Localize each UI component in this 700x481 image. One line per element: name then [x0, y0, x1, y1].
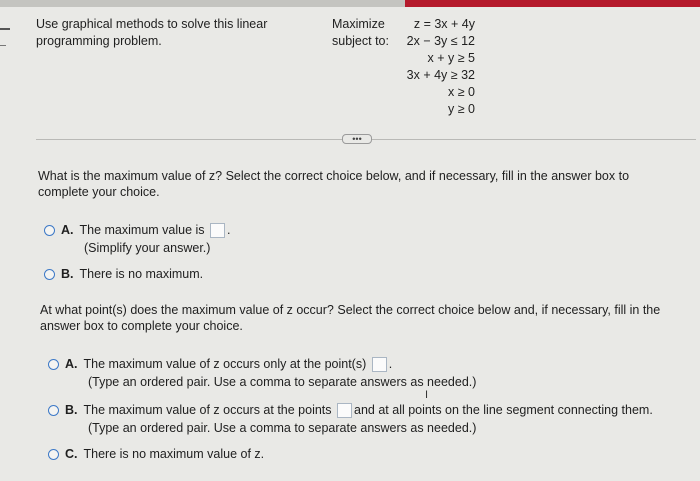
radio-button[interactable] — [48, 359, 59, 370]
choice-letter: A. — [61, 223, 74, 237]
radio-button[interactable] — [44, 269, 55, 280]
radio-button[interactable] — [48, 405, 59, 416]
text-cursor-icon: I — [425, 389, 429, 401]
maximize-label: Maximize — [332, 17, 385, 31]
constraint: y ≥ 0 — [447, 102, 475, 116]
choice-text-after: . — [227, 223, 231, 237]
expand-more-button[interactable]: ••• — [342, 134, 372, 144]
choice-text-after: . — [388, 357, 393, 371]
constraint: 3x + 4y ≥ 32 — [406, 68, 475, 82]
top-bar — [0, 0, 700, 7]
q1-choice-b[interactable] — [44, 266, 203, 282]
question-1-prompt: What is the maximum value of z? Select the correct choice below, and if necessary, fill in the answer box to complete your choice. — [38, 169, 630, 199]
model-labels — [332, 16, 389, 50]
objective-function: z = 3x + 4y — [413, 17, 475, 31]
question-2-prompt: At what point(s) does the maximum value of z occur? Select the correct choice below and, if necessary, fill in the answer box to complete your choice. — [40, 303, 661, 333]
choice-letter: C. — [65, 447, 78, 461]
choice-letter: B. — [61, 267, 74, 281]
constraint: x + y ≥ 5 — [427, 51, 475, 65]
radio-button[interactable] — [44, 225, 55, 236]
q2-choice-b-hint: (Type an ordered pair. Use a comma to separate answers as needed.) — [88, 421, 477, 435]
edge-mark — [0, 45, 6, 46]
choice-text: There is no maximum. — [79, 267, 204, 281]
edge-mark — [0, 28, 10, 30]
choice-letter: B. — [65, 403, 78, 417]
constraint: 2x − 3y ≤ 12 — [406, 34, 475, 48]
model-equations — [405, 16, 475, 118]
answer-input-box[interactable] — [372, 357, 387, 372]
answer-input-box[interactable] — [337, 403, 352, 418]
q2-choice-a[interactable] — [48, 356, 392, 372]
answer-input-box[interactable] — [210, 223, 225, 238]
choice-text: There is no maximum value of z. — [83, 447, 265, 461]
q2-choice-b[interactable] — [48, 402, 653, 418]
q1-choice-a[interactable] — [44, 222, 231, 238]
choice-text-after: and at all points on the line segment connecting them. — [354, 403, 653, 417]
choice-text: The maximum value is — [79, 223, 205, 237]
q1-choice-a-hint: (Simplify your answer.) — [84, 241, 211, 255]
subject-to-label: subject to: — [332, 34, 389, 48]
q2-choice-c[interactable] — [48, 446, 264, 462]
choice-text: The maximum value of z occurs at the points — [83, 403, 332, 417]
constraint: x ≥ 0 — [447, 85, 475, 99]
top-accent-bar — [405, 0, 700, 7]
q2-choice-a-hint: (Type an ordered pair. Use a comma to separate answers as needed.) — [88, 375, 477, 389]
choice-letter: A. — [65, 357, 78, 371]
choice-text: The maximum value of z occurs only at the point(s) — [83, 357, 367, 371]
radio-button[interactable] — [48, 449, 59, 460]
problem-instructions: Use graphical methods to solve this linear programming problem. — [36, 17, 268, 48]
